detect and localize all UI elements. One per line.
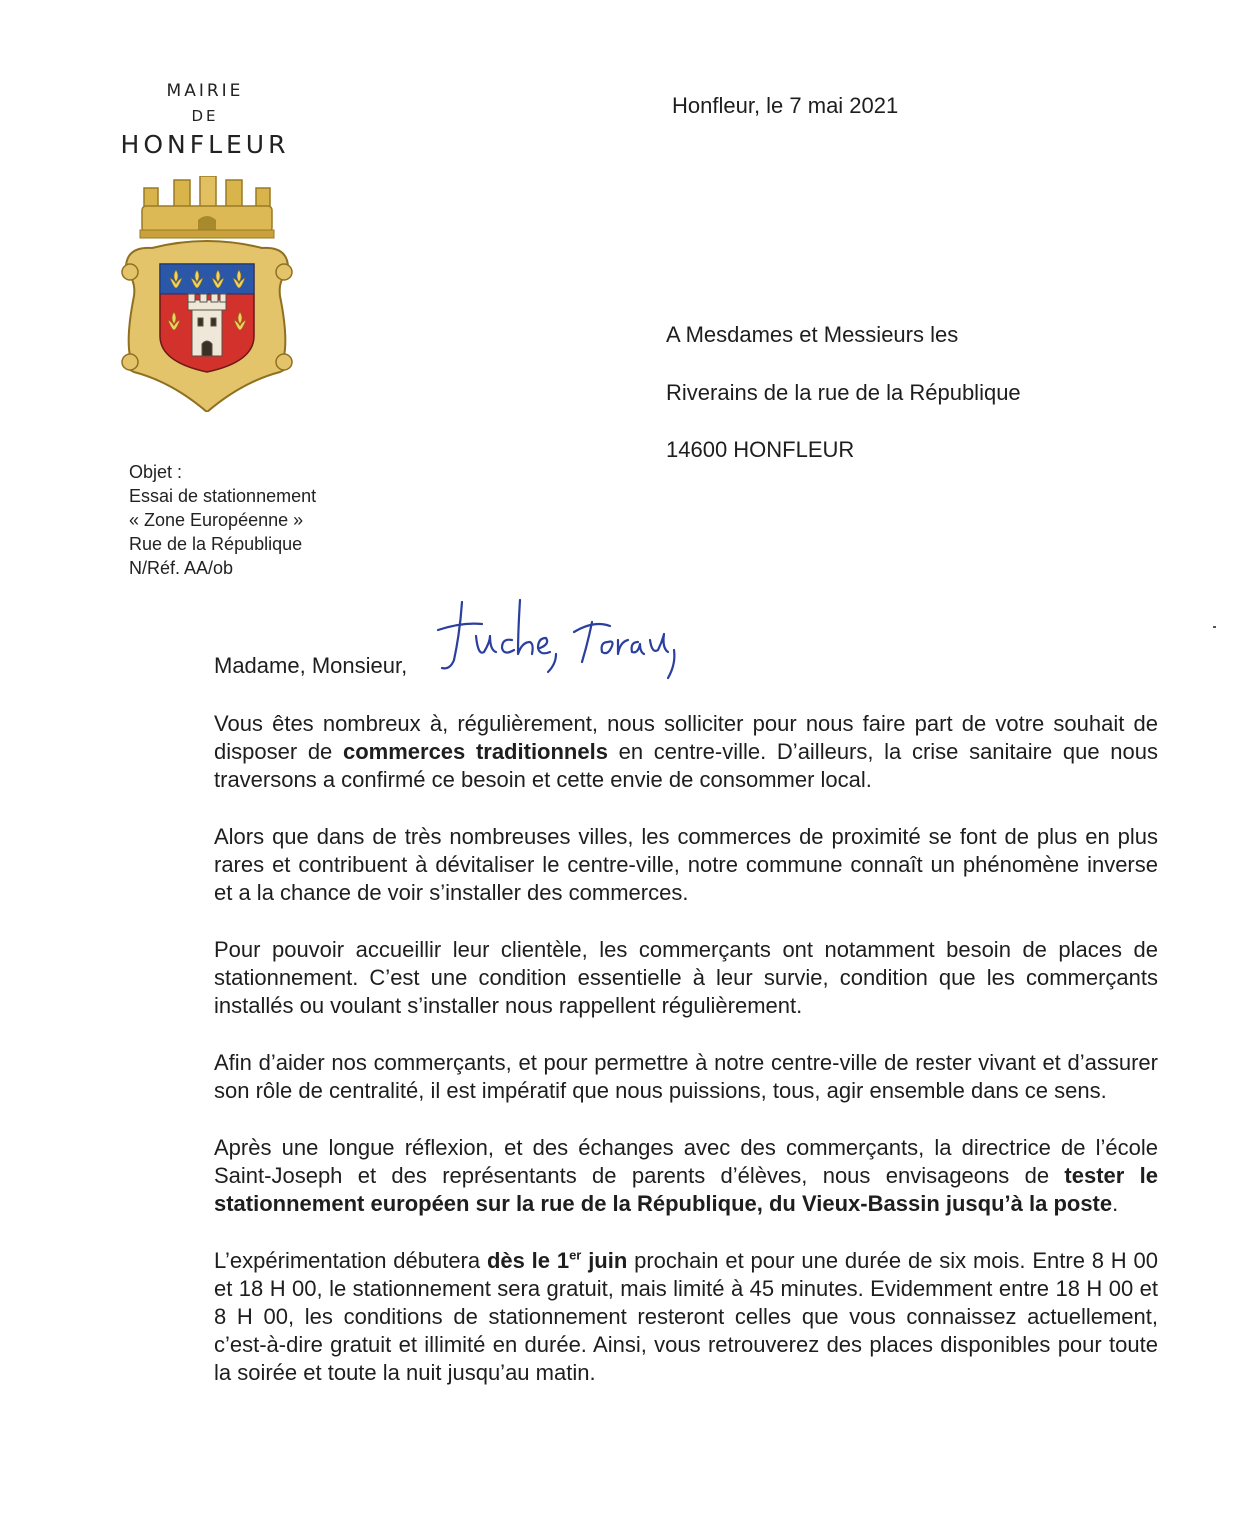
paragraph-6-bold bbox=[487, 1248, 627, 1273]
recipient-line-1: A Mesdames et Messieurs les bbox=[666, 322, 959, 347]
mural-crown-icon bbox=[140, 176, 274, 238]
paragraph-5-text-b: . bbox=[1112, 1191, 1119, 1216]
tower-icon bbox=[188, 294, 226, 356]
recipient-block bbox=[666, 320, 1021, 493]
subject-line-2: « Zone Européenne » bbox=[129, 510, 304, 530]
subject-line-3: Rue de la République bbox=[129, 534, 303, 554]
paragraph-3: Pour pouvoir accueillir leur clientèle, les commerçants ont notamment besoin de places de stationnement. C’est une condition essentielle à leur survie, condition que les commerçants installés ou voulant s’installer nous rappellent régulièrement. bbox=[214, 937, 1158, 1018]
subject-line-1: Essai de stationnement bbox=[129, 486, 317, 506]
paragraph-5-bold: tester le stationnement européen sur la rue de la République, du Vieux-Bassin jusqu’à la poste bbox=[214, 1163, 1158, 1216]
handwritten-note-drawing bbox=[432, 592, 692, 687]
paragraph-1-bold: commerces traditionnels bbox=[342, 739, 608, 764]
paragraph-6-bold-month: juin bbox=[581, 1248, 628, 1273]
letter-body bbox=[214, 710, 1158, 1387]
subject-block bbox=[129, 460, 316, 580]
recipient-line-3: 14600 HONFLEUR bbox=[666, 437, 855, 462]
paragraph-6-text-a: L’expérimentation débutera bbox=[214, 1248, 487, 1273]
letter-date: Honfleur, le 7 mai 2021 bbox=[672, 93, 899, 118]
paragraph-6-text-b: prochain et pour une durée de six mois. Entre 8 H 00 et 18 H 00, le stationnement sera gratuit, mais limité à 45 minutes. Evidemment entre 18 H 00 et 8 H 00, les conditions de stationnement resteront celles que vous connaissez actuellement, c’est-à-dire gratuit et illimité en durée. Ainsi, vous retrouverez des places disponibles pour toute la soirée et toute la nuit jusqu’au matin. bbox=[214, 1248, 1158, 1385]
paragraph-1-text-a: Vous êtes nombreux à, régulièrement, nous solliciter pour nous faire part de votre souhait de disposer de bbox=[214, 711, 1158, 764]
paragraph-4: Afin d’aider nos commerçants, et pour permettre à notre centre-ville de rester vivant et d’assurer son rôle de centralité, il est impératif que nous puissions, tous, agir ensemble dans ce sens. bbox=[214, 1050, 1158, 1103]
recipient-line-2: Riverains de la rue de la République bbox=[666, 379, 1021, 405]
paragraph-1-text-b: en centre-ville. D’ailleurs, la crise sanitaire que nous traversons a confirmé ce besoin et cette envie de consommer local. bbox=[214, 739, 1158, 792]
salutation: Madame, Monsieur, bbox=[214, 653, 408, 678]
paragraph-5-text-a: Après une longue réflexion, et des échanges avec des commerçants, la directrice de l’école Saint-Joseph et des représentants de parents d’élèves, nous envisageons de bbox=[214, 1135, 1158, 1188]
handwritten-note bbox=[432, 592, 692, 687]
paragraph-5 bbox=[214, 1134, 1158, 1218]
letterhead-mairie: MAIRIE bbox=[166, 81, 244, 101]
paragraph-6 bbox=[214, 1247, 1158, 1387]
paragraph-1 bbox=[214, 710, 1158, 794]
letterhead-city: HONFLEUR bbox=[120, 130, 290, 159]
letterhead-de: DE bbox=[191, 107, 219, 125]
paragraph-6-superscript: er bbox=[569, 1247, 582, 1263]
paragraph-6-bold-date: dès le 1 bbox=[486, 1248, 570, 1273]
paragraph-2: Alors que dans de très nombreuses villes, les commerces de proximité se font de plus en plus rares et contribuent à dévitaliser le centre-ville, notre commune connaît un phénomène inverse et a la chance de voir s’installer des commerces. bbox=[214, 824, 1158, 905]
letterhead bbox=[60, 78, 350, 162]
subject-label: Objet : bbox=[129, 462, 183, 482]
subject-reference: N/Réf. AA/ob bbox=[129, 558, 234, 578]
scan-speck bbox=[1213, 626, 1216, 628]
honfleur-coat-of-arms-icon bbox=[112, 176, 302, 412]
